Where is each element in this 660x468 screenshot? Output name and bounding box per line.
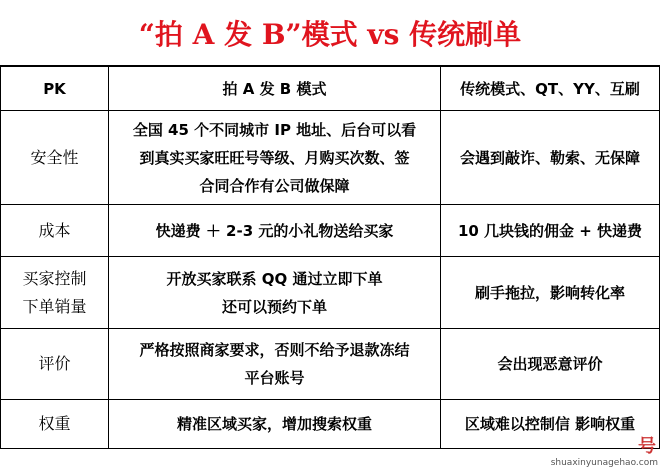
- header-mode-b: 传统模式、QT、YY、互刷: [441, 67, 660, 111]
- row-mode-b-cell: 会出现恶意评价: [441, 329, 660, 400]
- table-row: [1, 257, 660, 329]
- row-mode-b-cell: 会遇到敲诈、勒索、无保障: [441, 111, 660, 205]
- table-header-row: [1, 67, 660, 111]
- table-row: [1, 205, 660, 257]
- cell-line: 精准区域买家，增加搜索权重: [176, 415, 372, 433]
- row-mode-a-cell: [109, 400, 441, 449]
- row-label: 成本: [1, 205, 109, 257]
- page-title: “拍 A 发 B”模式 vs 传统刷单: [0, 0, 660, 66]
- watermark-text: shuaxinyunagehao.com: [550, 458, 658, 468]
- row-mode-a-cell: [109, 205, 441, 257]
- row-mode-b-cell: 区域难以控制信 影响权重: [441, 400, 660, 449]
- row-mode-a-cell: [109, 111, 441, 205]
- row-mode-a-cell: [109, 257, 441, 329]
- header-mode-a: 拍 A 发 B 模式: [109, 67, 441, 111]
- row-mode-b-cell: 刷手拖拉，影响转化率: [441, 257, 660, 329]
- row-label: [1, 257, 109, 329]
- table-row: [1, 329, 660, 400]
- table-row: [1, 111, 660, 205]
- comparison-table: [0, 66, 660, 449]
- header-pk: PK: [1, 67, 109, 111]
- table-row: [1, 400, 660, 449]
- cell-line: 开放买家联系 QQ 通过立即下单: [166, 269, 383, 288]
- cell-line: 到真实买家旺旺号等级、月购买次数、签: [139, 148, 410, 167]
- cell-line: 合同合作有公司做保障: [199, 176, 350, 195]
- row-label: 评价: [1, 329, 109, 400]
- row-label: 安全性: [1, 111, 109, 205]
- cell-line: 快递费 ＋ 2-3 元的小礼物送给买家: [155, 221, 394, 240]
- row-mode-a-cell: [109, 329, 441, 400]
- row-label-line: 下单销量: [22, 296, 87, 316]
- row-label-line: 买家控制: [22, 268, 87, 288]
- row-label: 权重: [1, 400, 109, 449]
- row-mode-b-cell: 10 几块钱的佣金 + 快递费: [441, 205, 660, 257]
- cell-line: 严格按照商家要求，否则不给予退款冻结: [139, 341, 410, 359]
- cell-line: 还可以预约下单: [221, 297, 327, 316]
- cell-line: 全国 45 个不同城市 IP 地址、后台可以看: [132, 120, 417, 139]
- watermark-logo: 号: [638, 436, 656, 457]
- cell-line: 平台账号: [244, 369, 305, 387]
